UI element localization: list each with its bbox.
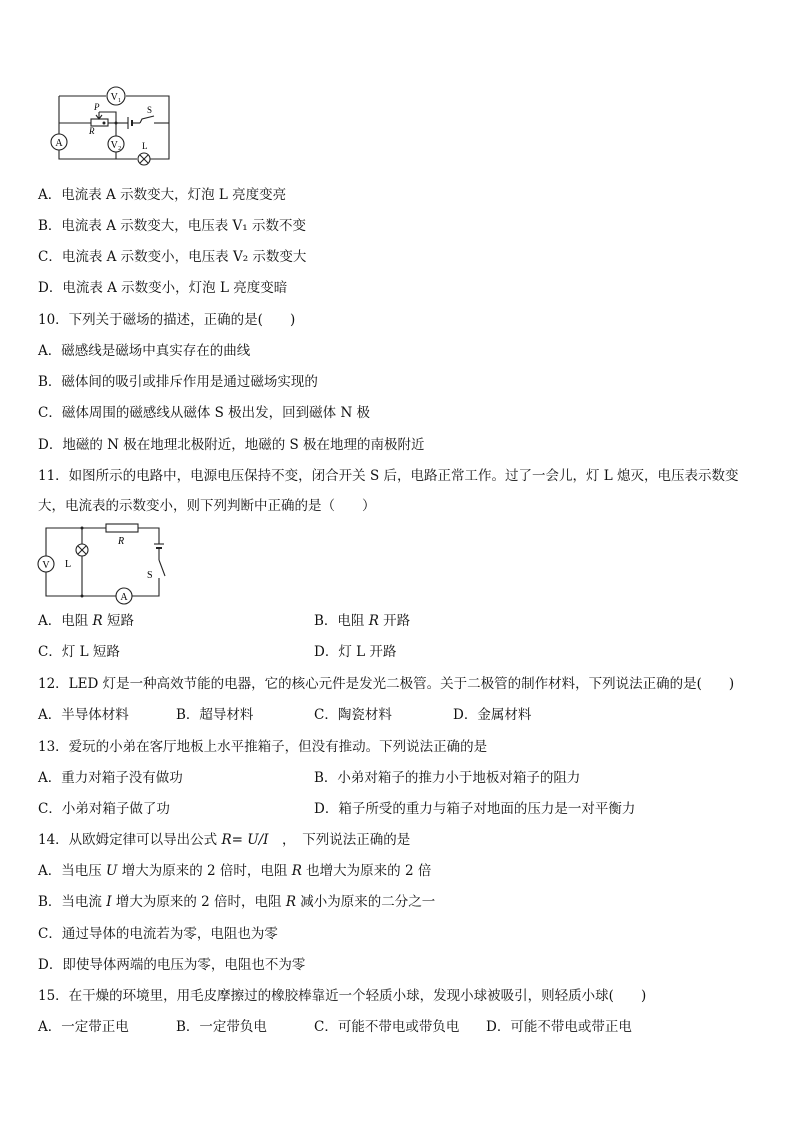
q10-option-b: B．磁体间的吸引或排斥作用是通过磁场实现的 [38, 374, 318, 390]
q10-option-c: C．磁体周围的磁感线从磁体 S 极出发，回到磁体 N 极 [38, 405, 371, 421]
q12-stem: 12．LED 灯是一种高效节能的电器，它的核心元件是发光二极管。关于二极管的制作材料，下列说法正确的是( ) [38, 676, 735, 692]
q9-option-c: C．电流表 A 示数变小，电压表 V₂ 示数变大 [38, 249, 307, 265]
q9-s-label: S [147, 105, 153, 115]
q13-option-a: A．重力对箱子没有做功 [38, 770, 183, 786]
q14-formula: R= U/I [221, 832, 269, 848]
q10-option-d: D．地磁的 N 极在地理北极附近，地磁的 S 极在地理的南极附近 [38, 437, 425, 453]
q15-option-d: D．可能不带电或带正电 [486, 1019, 632, 1035]
q10-option-a: A．磁感线是磁场中真实存在的曲线 [38, 343, 251, 359]
q9-p-label: P [94, 102, 100, 112]
q11-voltmeter-label: V [42, 560, 50, 571]
q9-v2-label: V₂ [110, 140, 122, 151]
q11-option-d: D．灯 L 开路 [314, 644, 397, 660]
q11-switch-label: S [147, 570, 153, 581]
q11-option-b: B．电阻 R 开路 [314, 613, 411, 629]
q14-option-c: C．通过导体的电流若为零，电阻也为零 [38, 926, 278, 942]
q14-option-a: A．当电压 U 增大为原来的 2 倍时，电阻 R 也增大为原来的 2 倍 [38, 863, 432, 879]
q12-option-c: C．陶瓷材料 [314, 707, 392, 723]
q12-option-b: B．超导材料 [176, 707, 254, 723]
q9-option-b: B．电流表 A 示数变大，电压表 V₁ 示数不变 [38, 218, 306, 234]
q11-lamp-label: L [65, 559, 72, 570]
q15-stem: 15．在干燥的环境里，用毛皮摩擦过的橡胶棒靠近一个轻质小球，发现小球被吸引，则轻质小球( ) [38, 988, 647, 1004]
q13-option-c: C．小弟对箱子做了功 [38, 801, 170, 817]
q9-r-label: R [89, 126, 95, 136]
q14-option-b: B．当电流 I 增大为原来的 2 倍时，电阻 R 减小为原来的二分之一 [38, 894, 436, 910]
q13-stem: 13．爱玩的小弟在客厅地板上水平推箱子，但没有推动。下列说法正确的是 [38, 739, 488, 755]
q11-option-c: C．灯 L 短路 [38, 644, 120, 660]
q14-option-d: D．即使导体两端的电压为零，电阻也不为零 [38, 957, 306, 973]
q9-ammeter-label: A [55, 138, 63, 149]
q11-ammeter-label: A [120, 592, 128, 603]
q9-circuit-figure [44, 86, 174, 166]
q12-option-a: A．半导体材料 [38, 707, 129, 723]
q9-l-label: L [142, 141, 148, 151]
q13-option-d: D．箱子所受的重力与箱子对地面的压力是一对平衡力 [314, 801, 636, 817]
q11-option-a: A．电阻 R 短路 [38, 613, 135, 629]
q10-stem: 10．下列关于磁场的描述，正确的是( ) [38, 312, 296, 328]
q11-circuit-figure [34, 522, 174, 608]
q9-option-a: A．电流表 A 示数变大，灯泡 L 亮度变亮 [38, 187, 287, 203]
q15-option-c: C．可能不带电或带负电 [314, 1019, 460, 1035]
q11-stem-line1: 11．如图所示的电路中，电源电压保持不变，闭合开关 S 后，电路正常工作。过了一会儿，灯 L 熄灭，电压表示数变 [38, 468, 739, 484]
q9-option-d: D．电流表 A 示数变小，灯泡 L 亮度变暗 [38, 280, 288, 296]
q13-option-b: B．小弟对箱子的推力小于地板对箱子的阻力 [314, 770, 581, 786]
q11-stem-line2: 大，电流表的示数变小，则下列判断中正确的是（ ） [38, 498, 376, 514]
q9-v1-label: V₁ [110, 92, 122, 103]
q15-option-a: A．一定带正电 [38, 1019, 129, 1035]
q12-option-d: D．金属材料 [453, 707, 532, 723]
q11-resistor-label: R [118, 536, 125, 547]
q15-option-b: B．一定带负电 [176, 1019, 267, 1035]
q14-stem: 14．从欧姆定律可以导出公式 R= U/I ， 下列说法正确的是 [38, 832, 411, 848]
